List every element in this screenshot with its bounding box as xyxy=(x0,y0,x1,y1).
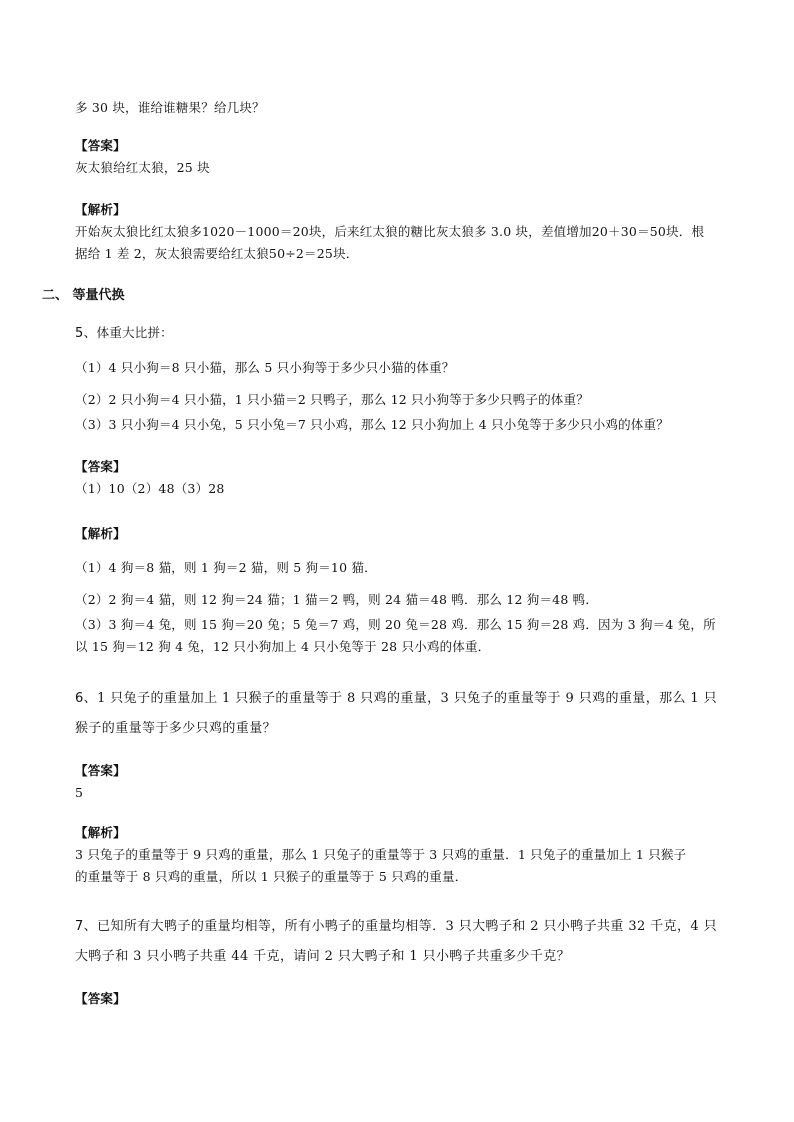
q5-title: 体重大比拼： xyxy=(96,325,173,340)
q6-analysis-line-2: 的重量等于 8 只鸡的重量，所以 1 只猴子的重量等于 5 只鸡的重量． xyxy=(75,869,468,884)
q6-line-1 xyxy=(75,688,725,710)
q6-number: 6、 xyxy=(75,691,98,706)
q5-item-2: （2）2 只小狗＝4 只小猫，1 只小猫＝2 只鸭子，那么 12 只小狗等于多少只鸭子的体重？ xyxy=(75,392,589,407)
q5-analysis-line-4: 以 15 狗＝12 狗 4 兔，12 只小狗加上 4 只小兔等于 28 只小鸡的体重． xyxy=(75,639,491,654)
q6-line-2: 猴子的重量等于多少只鸡的重量？ xyxy=(75,721,277,736)
q4-analysis-line-2: 据给 1 差 2，灰太狼需要给红太狼50÷2＝25块． xyxy=(75,246,359,261)
q5-analysis-line-1: （1）4 狗＝8 猫，则 1 狗＝2 猫，则 5 狗＝10 猫． xyxy=(75,560,377,575)
q6-text-1: 1 只兔子的重量加上 1 只猴子的重量等于 8 只鸡的重量，3 只兔子的重量等于 9 只鸡的重量，那么 1 只 xyxy=(97,691,718,706)
section-heading: 二、 等量代换 xyxy=(42,288,125,303)
q4-answer-label: 【答案】 xyxy=(75,138,126,153)
q5-number: 5、 xyxy=(75,326,97,341)
q5-title-line xyxy=(75,322,725,345)
q5-item-3: （3）3 只小狗＝4 只小兔，5 只小兔＝7 只小鸡，那么 12 只小狗加上 4 只小兔等于多少只小鸡的体重？ xyxy=(75,417,669,432)
q5-analysis-line-2: （2）2 狗＝4 猫，则 12 狗＝24 猫；1 猫＝2 鸭，则 24 猫＝48 鸭．那么 12 狗＝48 鸭． xyxy=(75,592,599,607)
q7-line-1 xyxy=(75,916,725,938)
q5-item-1: （1）4 只小狗＝8 只小猫，那么 5 只小狗等于多少只小猫的体重？ xyxy=(75,360,455,375)
q7-text-1: 已知所有大鸭子的重量均相等，所有小鸭子的重量均相等．3 只大鸭子和 2 只小鸭子共重 32 千克，4 只 xyxy=(97,919,718,934)
q6-answer: 5 xyxy=(75,785,84,800)
q4-answer: 灰太狼给红太狼，25 块 xyxy=(75,160,210,175)
q7-line-2: 大鸭子和 3 只小鸭子共重 44 千克，请问 2 只大鸭子和 1 只小鸭子共重多少千克？ xyxy=(75,949,571,964)
q6-answer-label: 【答案】 xyxy=(75,763,126,778)
q7-answer-label: 【答案】 xyxy=(75,991,126,1006)
q7-number: 7、 xyxy=(75,919,98,934)
q4-text-tail: 多 30 块，谁给谁糖果？给几块？ xyxy=(75,100,265,115)
q5-answer: （1）10（2）48（3）28 xyxy=(75,481,225,496)
q4-analysis-label: 【解析】 xyxy=(75,202,126,217)
q6-analysis-line-1: 3 只兔子的重量等于 9 只鸡的重量，那么 1 只兔子的重量等于 3 只鸡的重量．1 只兔子的重量加上 1 只猴子 xyxy=(75,847,687,862)
q5-analysis-line-3: （3）3 狗＝4 兔，则 15 狗＝20 兔；5 兔＝7 鸡，则 20 兔＝28 鸡．那么 15 狗＝28 鸡．因为 3 狗＝4 兔，所 xyxy=(75,617,716,632)
q6-analysis-label: 【解析】 xyxy=(75,825,126,840)
q5-analysis-label: 【解析】 xyxy=(75,526,126,541)
q4-analysis-line-1: 开始灰太狼比红太狼多1020－1000＝20块，后来红太狼的糖比灰太狼多 3.0 块，差值增加20＋30＝50块．根 xyxy=(75,224,705,239)
q5-answer-label: 【答案】 xyxy=(75,459,126,474)
